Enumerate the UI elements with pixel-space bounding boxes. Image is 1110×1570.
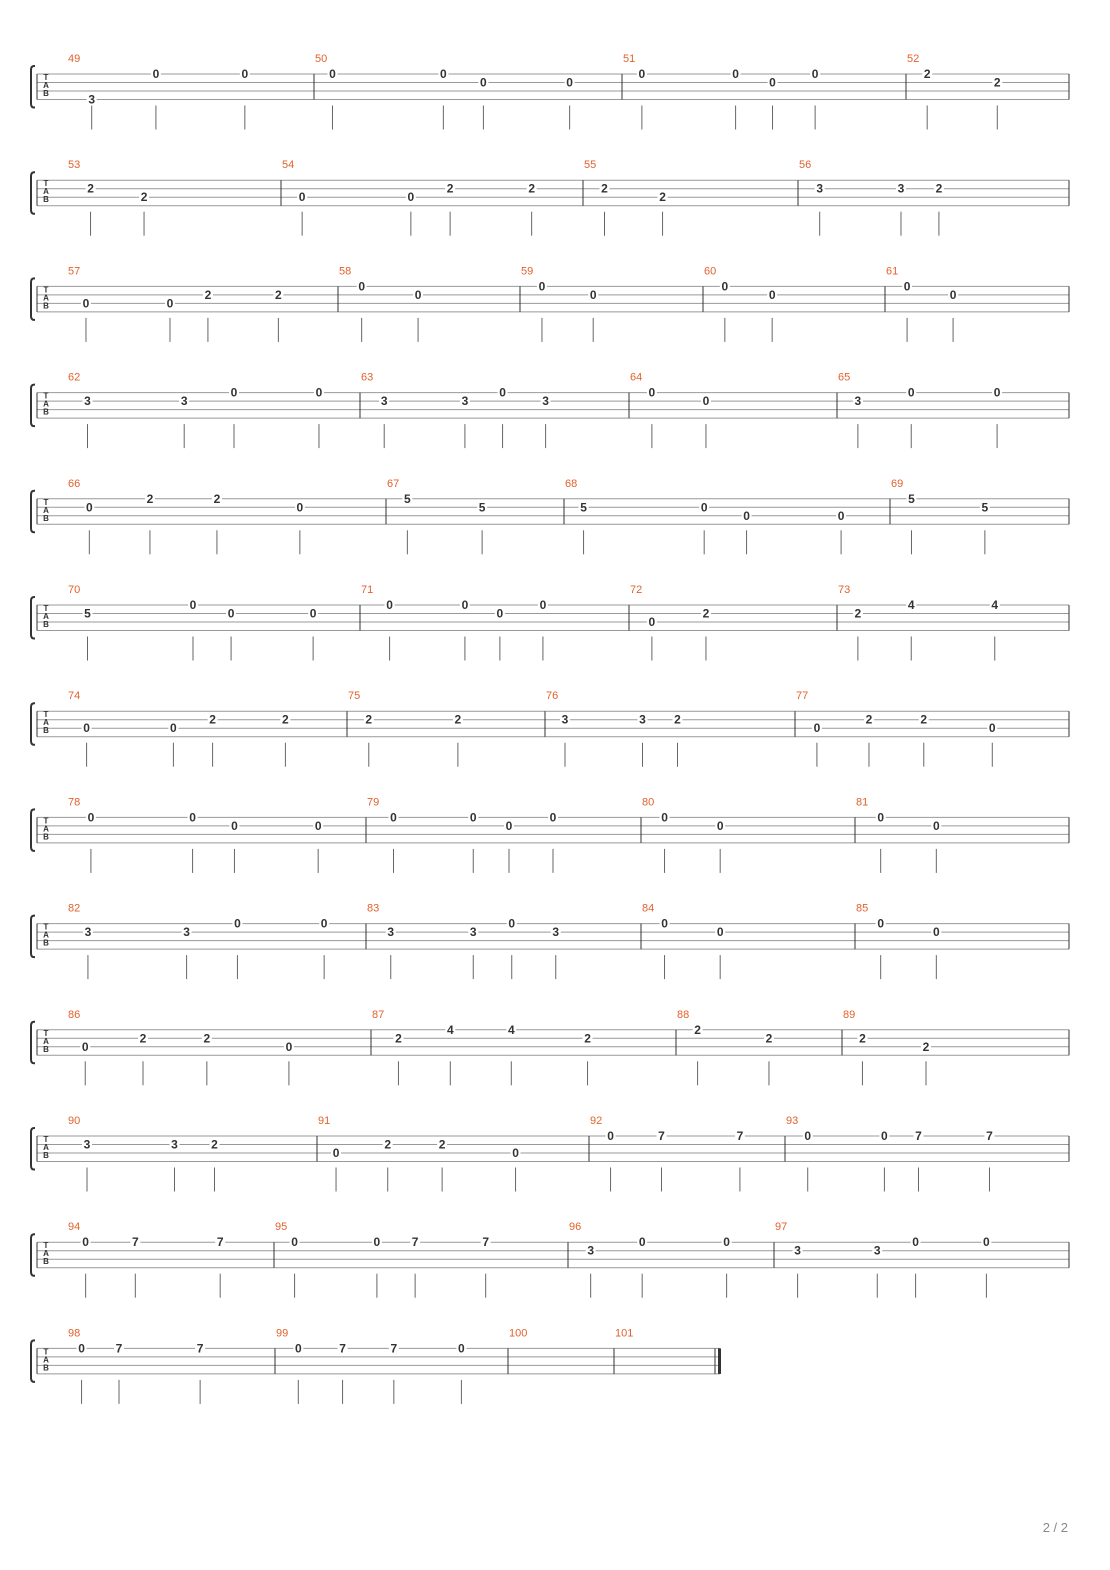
fret-number: 2 bbox=[275, 287, 282, 302]
fret-number: 0 bbox=[358, 279, 366, 294]
fret-number: 0 bbox=[189, 598, 197, 612]
measure-number: 53 bbox=[68, 159, 81, 172]
fret-number: 0 bbox=[309, 606, 317, 621]
system-bracket bbox=[31, 1022, 35, 1064]
system-bracket bbox=[31, 172, 35, 214]
tab-clef-letter: T bbox=[43, 179, 49, 189]
fret-number: 0 bbox=[314, 818, 322, 833]
measure-number: 71 bbox=[361, 584, 374, 596]
fret-number: 0 bbox=[407, 190, 415, 205]
system-bracket bbox=[31, 491, 35, 533]
fret-number: 0 bbox=[721, 279, 729, 294]
measure-number: 52 bbox=[907, 53, 920, 65]
tab-clef-letter: B bbox=[43, 1257, 49, 1267]
fret-number: 2 bbox=[87, 181, 94, 196]
final-barline-thick bbox=[718, 1348, 721, 1374]
fret-number: 0 bbox=[440, 67, 447, 81]
fret-number: 2 bbox=[209, 712, 216, 727]
fret-number: 0 bbox=[320, 916, 328, 931]
measure-number: 64 bbox=[630, 371, 643, 384]
measure-number: 74 bbox=[68, 690, 81, 703]
fret-number: 0 bbox=[732, 67, 739, 81]
fret-number: 2 bbox=[993, 75, 1001, 90]
fret-number: 0 bbox=[837, 508, 845, 523]
fret-number: 0 bbox=[85, 500, 93, 515]
fret-number: 2 bbox=[920, 712, 928, 727]
fret-number: 3 bbox=[380, 394, 388, 409]
system-bracket bbox=[31, 916, 35, 958]
tab-clef-letter: B bbox=[43, 513, 49, 523]
tab-system bbox=[31, 796, 1069, 873]
measure-number: 75 bbox=[348, 690, 361, 703]
fret-number: 0 bbox=[241, 67, 249, 81]
measure-number: 62 bbox=[68, 371, 81, 384]
tab-clef-letter: A bbox=[43, 612, 49, 621]
fret-number: 3 bbox=[461, 394, 469, 409]
measure-number: 92 bbox=[590, 1115, 603, 1127]
measure-number: 65 bbox=[838, 371, 851, 384]
fret-number: 0 bbox=[549, 810, 557, 825]
tab-clef-letter: B bbox=[43, 726, 49, 736]
fret-number: 0 bbox=[648, 615, 656, 629]
fret-number: 2 bbox=[694, 1022, 701, 1037]
fret-number: 2 bbox=[528, 181, 536, 196]
fret-number: 2 bbox=[765, 1031, 773, 1046]
measure-number: 94 bbox=[68, 1221, 81, 1234]
measure-number: 66 bbox=[68, 477, 81, 490]
fret-number: 0 bbox=[87, 810, 95, 825]
measure-number: 78 bbox=[68, 796, 81, 809]
measure-number: 87 bbox=[372, 1008, 385, 1021]
fret-number: 0 bbox=[881, 1129, 888, 1143]
fret-number: 0 bbox=[589, 287, 597, 302]
tab-clef-letter: B bbox=[43, 832, 49, 842]
fret-number: 3 bbox=[171, 1137, 178, 1152]
tab-clef-letter: T bbox=[43, 73, 49, 82]
fret-number: 2 bbox=[211, 1137, 218, 1152]
tab-system bbox=[31, 690, 1069, 767]
tab-clef-letter: B bbox=[43, 301, 49, 311]
measure-number: 80 bbox=[642, 796, 655, 809]
tab-system bbox=[31, 1115, 1069, 1192]
fret-number: 0 bbox=[166, 296, 174, 311]
measure-number: 93 bbox=[786, 1115, 799, 1127]
page-number: 2 / 2 bbox=[1042, 1520, 1068, 1535]
tab-clef-letter: B bbox=[43, 1044, 49, 1054]
fret-number: 0 bbox=[458, 1341, 465, 1356]
fret-number: 5 bbox=[908, 491, 915, 506]
fret-number: 0 bbox=[234, 916, 241, 931]
tab-clef-letter: A bbox=[43, 81, 49, 90]
fret-number: 0 bbox=[461, 598, 469, 612]
fret-number: 2 bbox=[865, 712, 873, 727]
fret-number: 0 bbox=[700, 500, 708, 515]
tab-clef-letter: A bbox=[43, 187, 49, 197]
fret-number: 3 bbox=[387, 925, 395, 940]
fret-number: 0 bbox=[231, 818, 238, 833]
measure-number: 83 bbox=[367, 902, 380, 915]
measure-number: 49 bbox=[68, 53, 81, 65]
system-bracket bbox=[31, 385, 35, 427]
tab-clef-letter: T bbox=[43, 922, 49, 932]
measure-number: 96 bbox=[569, 1221, 582, 1234]
fret-number: 7 bbox=[115, 1341, 123, 1356]
fret-number: 0 bbox=[414, 287, 422, 302]
measure-number: 50 bbox=[315, 53, 328, 65]
fret-number: 7 bbox=[196, 1341, 204, 1356]
measure-number: 79 bbox=[367, 796, 380, 809]
tab-system bbox=[31, 1009, 1069, 1086]
fret-number: 0 bbox=[723, 1235, 730, 1250]
fret-number: 2 bbox=[438, 1137, 446, 1152]
fret-number: 3 bbox=[183, 925, 190, 940]
fret-number: 5 bbox=[478, 500, 486, 515]
fret-number: 4 bbox=[991, 598, 999, 612]
fret-number: 5 bbox=[580, 500, 587, 515]
fret-number: 5 bbox=[404, 491, 411, 506]
fret-number: 2 bbox=[395, 1031, 402, 1046]
fret-number: 7 bbox=[411, 1235, 419, 1250]
fret-number: 0 bbox=[82, 1235, 89, 1250]
measure-number: 73 bbox=[838, 584, 851, 596]
measure-number: 90 bbox=[68, 1115, 81, 1127]
fret-number: 0 bbox=[912, 1235, 919, 1250]
fret-number: 2 bbox=[365, 712, 373, 727]
fret-number: 0 bbox=[508, 916, 516, 931]
fret-number: 4 bbox=[446, 1022, 454, 1037]
measure-number: 56 bbox=[799, 159, 812, 172]
tab-clef-letter: B bbox=[43, 1151, 49, 1160]
fret-number: 0 bbox=[390, 810, 397, 825]
fret-number: 3 bbox=[469, 925, 477, 940]
measure-number: 76 bbox=[546, 690, 559, 703]
tab-clef-letter: B bbox=[43, 1363, 49, 1373]
measure-number: 91 bbox=[318, 1115, 331, 1127]
fret-number: 7 bbox=[390, 1341, 398, 1356]
tab-system bbox=[31, 372, 1069, 449]
fret-number: 3 bbox=[873, 1243, 881, 1258]
tab-clef-letter: T bbox=[43, 604, 49, 613]
tab-system bbox=[31, 159, 1069, 236]
fret-number: 0 bbox=[743, 508, 750, 523]
fret-number: 2 bbox=[702, 606, 710, 621]
fret-number: 0 bbox=[480, 75, 487, 90]
tab-clef-letter: A bbox=[43, 824, 49, 834]
measure-number: 84 bbox=[642, 902, 655, 915]
system-bracket bbox=[31, 278, 35, 320]
measure-number: 68 bbox=[565, 477, 578, 490]
fret-number: 0 bbox=[661, 916, 668, 931]
fret-number: 3 bbox=[561, 712, 569, 727]
fret-number: 0 bbox=[315, 385, 323, 400]
fret-number: 0 bbox=[811, 67, 819, 81]
fret-number: 0 bbox=[932, 925, 940, 940]
tab-clef-letter: T bbox=[43, 285, 49, 295]
measure-number: 99 bbox=[276, 1327, 289, 1340]
fret-number: 2 bbox=[854, 606, 862, 621]
fret-number: 0 bbox=[877, 810, 885, 825]
fret-number: 2 bbox=[923, 67, 931, 81]
fret-number: 2 bbox=[213, 491, 221, 506]
fret-number: 3 bbox=[88, 92, 96, 107]
tab-clef-letter: A bbox=[43, 1036, 49, 1046]
system-bracket bbox=[31, 703, 35, 745]
fret-number: 0 bbox=[566, 75, 573, 90]
tab-clef-letter: A bbox=[43, 505, 49, 515]
fret-number: 0 bbox=[949, 287, 957, 302]
fret-number: 0 bbox=[538, 279, 546, 294]
fret-number: 0 bbox=[539, 598, 547, 612]
fret-number: 3 bbox=[552, 925, 560, 940]
fret-number: 0 bbox=[82, 296, 90, 311]
fret-number: 7 bbox=[131, 1235, 139, 1250]
system-bracket bbox=[31, 1234, 35, 1276]
fret-number: 2 bbox=[140, 190, 148, 205]
measure-number: 59 bbox=[521, 265, 534, 278]
fret-number: 0 bbox=[983, 1235, 990, 1250]
system-bracket bbox=[31, 1128, 35, 1170]
fret-number: 0 bbox=[291, 1235, 298, 1250]
fret-number: 0 bbox=[78, 1341, 85, 1356]
fret-number: 0 bbox=[988, 721, 996, 736]
fret-number: 2 bbox=[203, 1031, 211, 1046]
tab-clef-letter: T bbox=[43, 816, 49, 826]
fret-number: 0 bbox=[386, 598, 393, 612]
tab-clef-letter: T bbox=[43, 1347, 49, 1357]
measure-number: 98 bbox=[68, 1327, 81, 1340]
system-bracket bbox=[31, 1340, 35, 1382]
fret-number: 2 bbox=[384, 1137, 392, 1152]
fret-number: 7 bbox=[736, 1129, 744, 1143]
fret-number: 2 bbox=[601, 181, 608, 196]
tab-clef-letter: B bbox=[43, 938, 49, 948]
fret-number: 0 bbox=[499, 385, 506, 400]
fret-number: 0 bbox=[227, 606, 235, 621]
measure-number: 55 bbox=[584, 159, 597, 172]
fret-number: 3 bbox=[180, 394, 188, 409]
fret-number: 0 bbox=[81, 1039, 89, 1054]
tab-system bbox=[31, 903, 1069, 980]
tab-clef-letter: T bbox=[43, 1241, 49, 1251]
fret-number: 2 bbox=[922, 1039, 930, 1054]
tab-system bbox=[31, 478, 1069, 555]
fret-number: 7 bbox=[216, 1235, 224, 1250]
tab-clef-letter: B bbox=[43, 89, 49, 98]
fret-number: 0 bbox=[496, 606, 504, 621]
fret-number: 0 bbox=[294, 1341, 302, 1356]
measure-number: 89 bbox=[843, 1008, 856, 1021]
tab-clef-letter: T bbox=[43, 1028, 49, 1038]
system-bracket bbox=[31, 66, 35, 108]
measure-number: 72 bbox=[630, 584, 643, 596]
measure-number: 88 bbox=[677, 1008, 690, 1021]
tab-clef-letter: T bbox=[43, 391, 49, 401]
measure-number: 101 bbox=[615, 1327, 634, 1340]
fret-number: 2 bbox=[204, 287, 212, 302]
fret-number: 0 bbox=[189, 810, 196, 825]
fret-number: 7 bbox=[482, 1235, 490, 1250]
measure-number: 67 bbox=[387, 477, 400, 490]
fret-number: 0 bbox=[285, 1039, 293, 1054]
fret-number: 0 bbox=[716, 925, 724, 940]
fret-number: 0 bbox=[373, 1235, 381, 1250]
fret-number: 2 bbox=[584, 1031, 591, 1046]
fret-number: 3 bbox=[816, 181, 824, 196]
fret-number: 0 bbox=[638, 67, 646, 81]
fret-number: 0 bbox=[505, 818, 513, 833]
tab-clef-letter: B bbox=[43, 195, 49, 205]
fret-number: 3 bbox=[83, 1137, 91, 1152]
measure-number: 58 bbox=[339, 265, 352, 278]
fret-number: 0 bbox=[768, 287, 776, 302]
fret-number: 2 bbox=[859, 1031, 866, 1046]
measure-number: 81 bbox=[856, 796, 869, 809]
measure-number: 57 bbox=[68, 265, 81, 278]
measure-number: 97 bbox=[775, 1221, 788, 1234]
measure-number: 60 bbox=[704, 265, 717, 278]
tab-clef-letter: A bbox=[43, 293, 49, 303]
tab-clef-letter: A bbox=[43, 930, 49, 940]
fret-number: 0 bbox=[298, 190, 306, 205]
system-bracket bbox=[31, 597, 35, 639]
system-bracket bbox=[31, 809, 35, 851]
fret-number: 7 bbox=[986, 1129, 993, 1143]
fret-number: 0 bbox=[907, 385, 915, 400]
fret-number: 0 bbox=[932, 818, 940, 833]
fret-number: 0 bbox=[329, 67, 336, 81]
fret-number: 2 bbox=[139, 1031, 147, 1046]
fret-number: 2 bbox=[674, 712, 681, 727]
fret-number: 2 bbox=[659, 190, 666, 205]
measure-number: 86 bbox=[68, 1008, 81, 1021]
fret-number: 3 bbox=[542, 394, 549, 409]
fret-number: 0 bbox=[716, 818, 724, 833]
fret-number: 2 bbox=[282, 712, 289, 727]
fret-number: 0 bbox=[702, 394, 710, 409]
fret-number: 3 bbox=[84, 925, 92, 940]
fret-number: 0 bbox=[769, 75, 776, 90]
fret-number: 0 bbox=[512, 1146, 519, 1160]
measure-number: 95 bbox=[275, 1221, 288, 1234]
measure-number: 82 bbox=[68, 902, 81, 915]
fret-number: 0 bbox=[332, 1146, 340, 1160]
fret-number: 0 bbox=[170, 721, 177, 736]
measure-number: 63 bbox=[361, 371, 374, 384]
fret-number: 0 bbox=[230, 385, 238, 400]
fret-number: 0 bbox=[296, 500, 304, 515]
tab-clef-letter: B bbox=[43, 407, 49, 417]
fret-number: 0 bbox=[661, 810, 668, 825]
fret-number: 3 bbox=[639, 712, 646, 727]
tab-clef-letter: A bbox=[43, 718, 49, 728]
tab-system bbox=[31, 1221, 1069, 1298]
fret-number: 0 bbox=[903, 279, 911, 294]
fret-number: 7 bbox=[339, 1341, 346, 1356]
fret-number: 2 bbox=[935, 181, 943, 196]
fret-number: 5 bbox=[981, 500, 989, 515]
fret-number: 3 bbox=[854, 394, 862, 409]
fret-number: 4 bbox=[507, 1022, 515, 1037]
tab-clef-letter: A bbox=[43, 1249, 49, 1259]
fret-number: 0 bbox=[638, 1235, 646, 1250]
fret-number: 0 bbox=[877, 916, 885, 931]
tab-clef-letter: T bbox=[43, 497, 49, 507]
tab-system bbox=[31, 584, 1069, 661]
fret-number: 0 bbox=[469, 810, 477, 825]
fret-number: 2 bbox=[146, 491, 154, 506]
fret-number: 0 bbox=[648, 385, 656, 400]
fret-number: 5 bbox=[84, 606, 91, 621]
fret-number: 2 bbox=[454, 712, 462, 727]
fret-number: 4 bbox=[907, 598, 915, 612]
fret-number: 0 bbox=[152, 67, 160, 81]
tab-clef-letter: B bbox=[43, 620, 49, 629]
fret-number: 7 bbox=[915, 1129, 922, 1143]
measure-number: 85 bbox=[856, 902, 869, 915]
fret-number: 0 bbox=[607, 1129, 614, 1143]
measure-number: 54 bbox=[282, 159, 295, 172]
tab-system bbox=[31, 53, 1069, 130]
fret-number: 2 bbox=[446, 181, 454, 196]
measure-number: 100 bbox=[509, 1327, 528, 1340]
fret-number: 0 bbox=[804, 1129, 812, 1143]
measure-number: 69 bbox=[891, 477, 904, 490]
tab-clef-letter: T bbox=[43, 1135, 49, 1144]
fret-number: 3 bbox=[587, 1243, 595, 1258]
fret-number: 7 bbox=[658, 1129, 665, 1143]
fret-number: 0 bbox=[83, 721, 90, 736]
fret-number: 0 bbox=[813, 721, 821, 736]
fret-number: 3 bbox=[897, 181, 905, 196]
measure-number: 61 bbox=[886, 265, 899, 278]
tab-clef-letter: T bbox=[43, 710, 49, 720]
tab-system bbox=[31, 1327, 721, 1404]
measure-number: 77 bbox=[796, 690, 809, 703]
tab-system bbox=[31, 265, 1069, 342]
fret-number: 3 bbox=[84, 394, 91, 409]
fret-number: 0 bbox=[993, 385, 1001, 400]
measure-number: 51 bbox=[623, 53, 636, 65]
tab-clef-letter: A bbox=[43, 399, 49, 409]
measure-number: 70 bbox=[68, 584, 81, 596]
tab-clef-letter: A bbox=[43, 1143, 49, 1152]
fret-number: 3 bbox=[794, 1243, 801, 1258]
tab-clef-letter: A bbox=[43, 1355, 49, 1365]
